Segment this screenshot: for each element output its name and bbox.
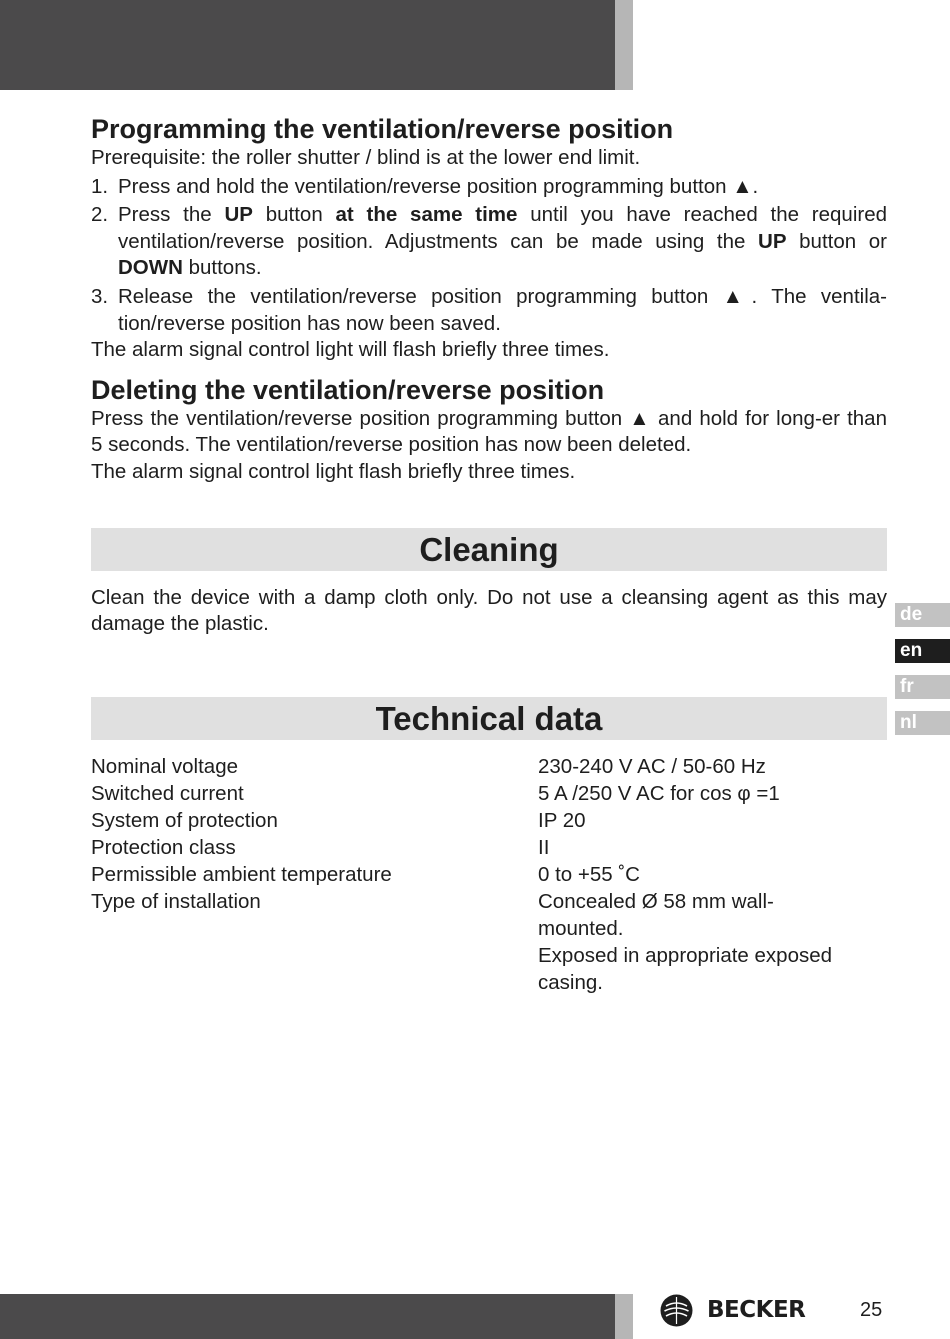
spec-value: Concealed Ø 58 mm wall-mounted. bbox=[538, 889, 774, 940]
step-3 bbox=[91, 284, 887, 337]
step-2-text-b: button bbox=[252, 203, 336, 227]
deleting-text: Press the ventilation/reverse position programming button ▲ and hold for long-er than 5 seconds. The ventilation/reverse position has now been deleted. bbox=[91, 406, 887, 457]
technical-data-heading: Technical data bbox=[91, 697, 887, 740]
spec-label: System of protection bbox=[91, 808, 278, 832]
step-2 bbox=[91, 202, 887, 282]
footer-bar bbox=[0, 1294, 615, 1339]
step-2-same-time: at the same time bbox=[335, 203, 518, 227]
table-row bbox=[91, 861, 887, 888]
cleaning-heading: Cleaning bbox=[91, 528, 887, 571]
header-bar bbox=[0, 0, 615, 90]
becker-logo bbox=[660, 1293, 805, 1327]
table-row bbox=[91, 834, 887, 861]
programming-note: The alarm signal control light will flash briefly three times. bbox=[91, 338, 610, 362]
technical-data-table bbox=[91, 753, 887, 996]
step-3-text: Release the ventilation/reverse position programming button ▲. The ventila-tion/reverse position has now been saved. bbox=[118, 284, 887, 335]
table-row bbox=[91, 807, 887, 834]
spec-label: Type of installation bbox=[91, 889, 261, 913]
programming-steps bbox=[91, 174, 887, 338]
step-2-up: UP bbox=[224, 203, 253, 227]
language-tab-fr[interactable]: fr bbox=[895, 675, 950, 699]
step-2-number: 2. bbox=[91, 203, 109, 227]
language-tab-nl[interactable]: nl bbox=[895, 711, 950, 735]
footer-bar-accent bbox=[615, 1294, 633, 1339]
spec-value: II bbox=[538, 835, 550, 859]
step-2-up-2: UP bbox=[758, 229, 787, 253]
spec-value: IP 20 bbox=[538, 808, 586, 832]
spec-value: Exposed in appropriate exposed casing. bbox=[538, 943, 833, 994]
table-row bbox=[91, 942, 887, 996]
spec-label: Switched current bbox=[91, 781, 244, 805]
step-2-text-d: button or bbox=[786, 229, 887, 253]
page-content bbox=[91, 113, 887, 996]
brand-name: BECKER bbox=[707, 1297, 806, 1323]
step-2-text-c: until you have reached the required ventilation/reverse position. Adjustments can be made using the bbox=[118, 203, 887, 253]
language-tabs bbox=[895, 603, 950, 747]
spec-value: 230-240 V AC / 50-60 Hz bbox=[538, 754, 766, 778]
step-3-number: 3. bbox=[91, 284, 109, 308]
becker-logo-icon bbox=[660, 1294, 693, 1327]
programming-heading: Programming the ventilation/reverse position bbox=[91, 114, 674, 144]
table-row bbox=[91, 753, 887, 780]
step-1 bbox=[91, 174, 887, 201]
language-tab-de[interactable]: de bbox=[895, 603, 950, 627]
deleting-note: The alarm signal control light flash briefly three times. bbox=[91, 459, 576, 483]
table-row bbox=[91, 780, 887, 807]
step-1-text: Press and hold the ventilation/reverse position programming button ▲. bbox=[118, 174, 759, 198]
prerequisite-text: Prerequisite: the roller shutter / blind is at the lower end limit. bbox=[91, 146, 641, 169]
spec-label: Protection class bbox=[91, 835, 236, 859]
step-1-number: 1. bbox=[91, 174, 109, 198]
spec-label bbox=[91, 942, 538, 996]
spec-value: 0 to +55 ˚C bbox=[538, 862, 640, 886]
step-2-down: DOWN bbox=[118, 256, 183, 280]
spec-label: Permissible ambient temperature bbox=[91, 862, 392, 886]
header-bar-accent bbox=[615, 0, 633, 90]
spec-value: 5 A /250 V AC for cos φ =1 bbox=[538, 781, 780, 805]
step-2-text-a: Press the bbox=[118, 203, 225, 227]
table-row bbox=[91, 888, 887, 942]
language-tab-en[interactable]: en bbox=[895, 639, 950, 663]
step-2-text-e: buttons. bbox=[182, 256, 262, 280]
cleaning-text: Clean the device with a damp cloth only. Do not use a cleansing agent as this may damage the plastic. bbox=[91, 585, 887, 636]
page-number: 25 bbox=[860, 1299, 883, 1321]
deleting-heading: Deleting the ventilation/reverse position bbox=[91, 374, 605, 405]
spec-label: Nominal voltage bbox=[91, 754, 238, 778]
